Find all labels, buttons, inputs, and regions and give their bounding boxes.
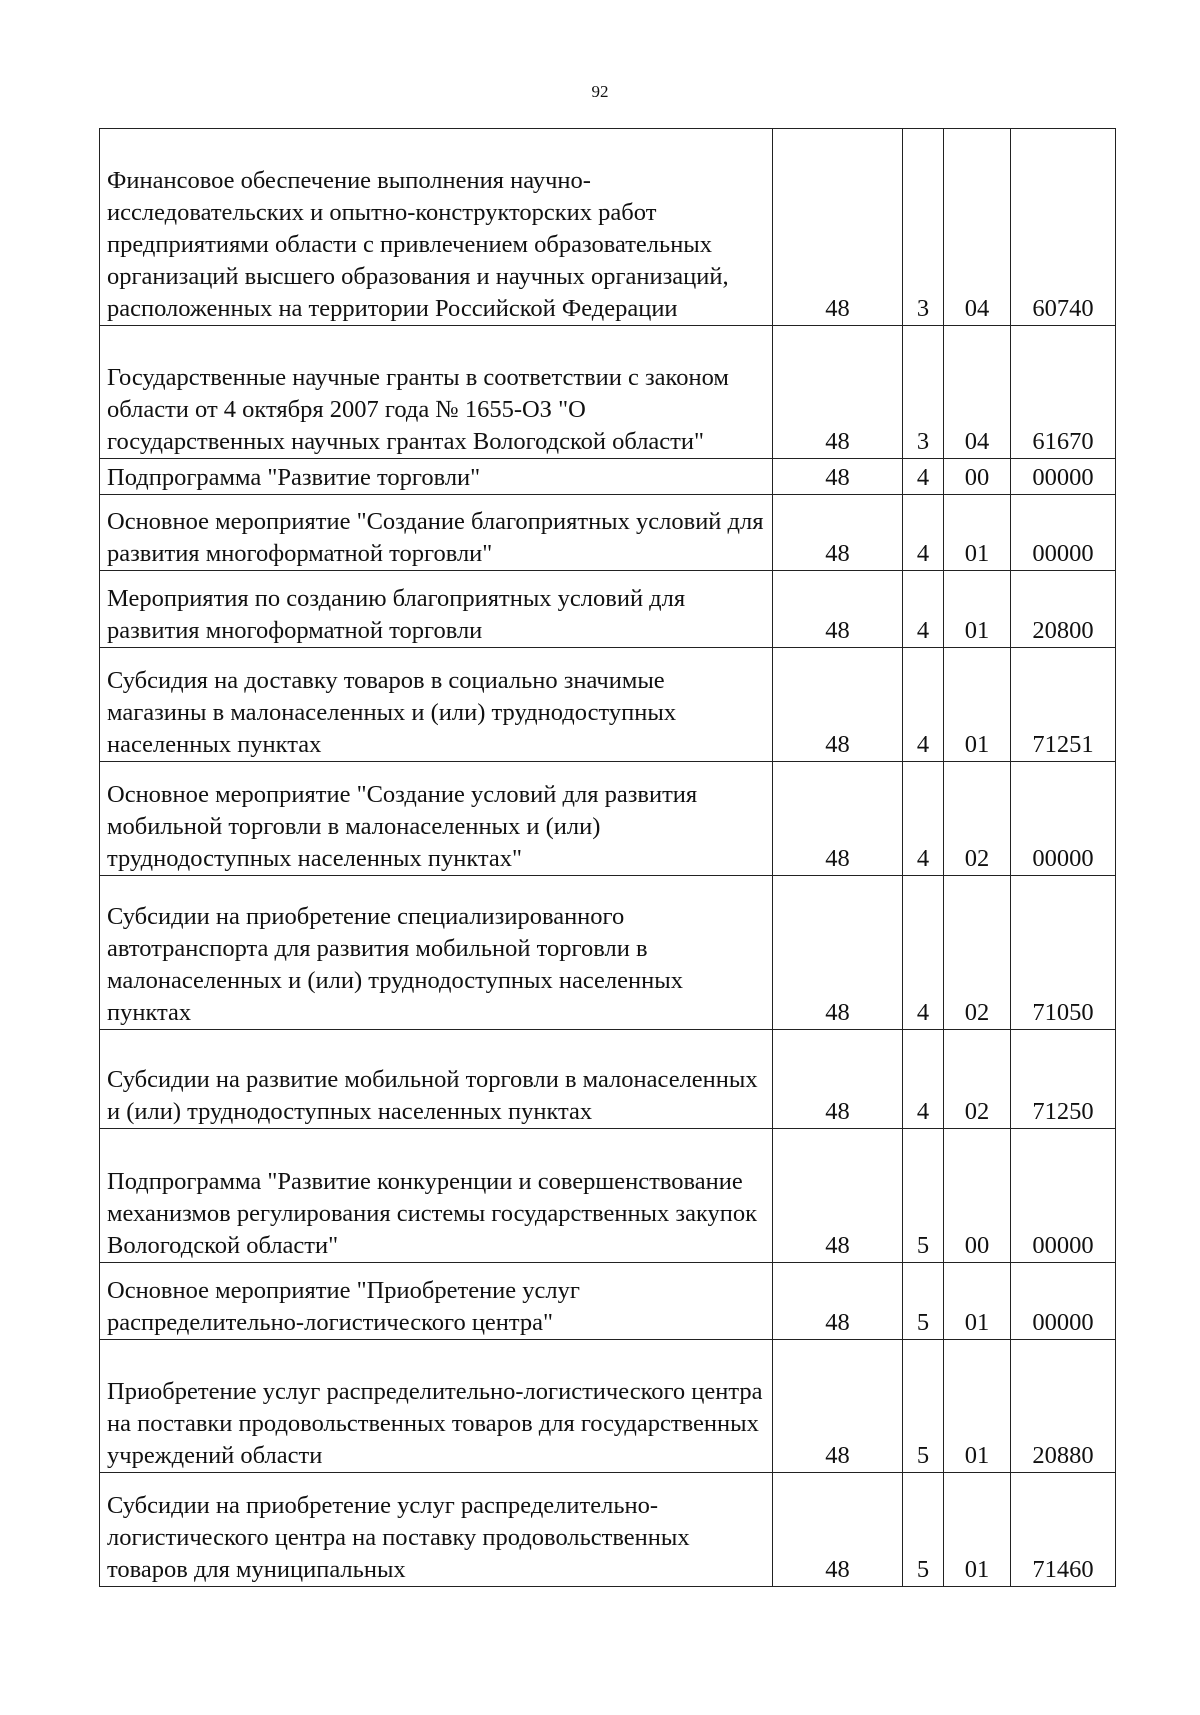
code-cell-3: 00 xyxy=(944,1129,1011,1263)
code-cell-3: 04 xyxy=(944,129,1011,326)
row-name: Субсидия на доставку товаров в социально значимые магазины в малонаселенных и (или) труднодоступных населенных пунктах xyxy=(100,648,773,762)
code-cell-1: 48 xyxy=(773,1263,903,1340)
code-cell-3: 01 xyxy=(944,1340,1011,1473)
code-cell-2: 4 xyxy=(903,1030,944,1129)
code-cell-4: 60740 xyxy=(1011,129,1116,326)
table-row xyxy=(100,1263,1116,1340)
code-cell-4: 00000 xyxy=(1011,762,1116,876)
code-cell-2: 5 xyxy=(903,1129,944,1263)
code-cell-3: 04 xyxy=(944,326,1011,459)
code-cell-2: 3 xyxy=(903,326,944,459)
code-cell-2: 5 xyxy=(903,1263,944,1340)
code-cell-4: 00000 xyxy=(1011,1263,1116,1340)
code-cell-3: 01 xyxy=(944,571,1011,648)
table-row xyxy=(100,876,1116,1030)
code-cell-4: 61670 xyxy=(1011,326,1116,459)
row-name: Основное мероприятие "Приобретение услуг распределительно-логистического центра" xyxy=(100,1263,773,1340)
code-cell-1: 48 xyxy=(773,1473,903,1587)
code-cell-2: 3 xyxy=(903,129,944,326)
code-cell-4: 20800 xyxy=(1011,571,1116,648)
code-cell-1: 48 xyxy=(773,1030,903,1129)
table-row xyxy=(100,762,1116,876)
code-cell-3: 02 xyxy=(944,876,1011,1030)
code-cell-2: 4 xyxy=(903,459,944,495)
code-cell-1: 48 xyxy=(773,129,903,326)
code-cell-4: 00000 xyxy=(1011,459,1116,495)
table-row xyxy=(100,495,1116,571)
code-cell-2: 4 xyxy=(903,648,944,762)
table-row xyxy=(100,648,1116,762)
code-cell-1: 48 xyxy=(773,571,903,648)
table-row xyxy=(100,1129,1116,1263)
table-row xyxy=(100,1340,1116,1473)
code-cell-3: 02 xyxy=(944,762,1011,876)
row-name: Подпрограмма "Развитие конкуренции и совершенствование механизмов регулирования системы государственных закупок Вологодской области" xyxy=(100,1129,773,1263)
table-row xyxy=(100,129,1116,326)
code-cell-2: 4 xyxy=(903,876,944,1030)
row-name: Субсидии на развитие мобильной торговли в малонаселенных и (или) труднодоступных населенных пунктах xyxy=(100,1030,773,1129)
budget-table xyxy=(99,128,1116,1587)
page-number: 92 xyxy=(591,82,609,101)
row-name: Приобретение услуг распределительно-логистического центра на поставки продовольственных товаров для государственных учреждений области xyxy=(100,1340,773,1473)
row-name: Субсидии на приобретение услуг распределительно-логистического центра на поставку продовольственных товаров для муниципальных xyxy=(100,1473,773,1587)
code-cell-4: 71050 xyxy=(1011,876,1116,1030)
code-cell-1: 48 xyxy=(773,876,903,1030)
code-cell-2: 5 xyxy=(903,1340,944,1473)
row-name: Субсидии на приобретение специализированного автотранспорта для развития мобильной торговли в малонаселенных и (или) труднодоступных населенных пунктах xyxy=(100,876,773,1030)
code-cell-1: 48 xyxy=(773,1340,903,1473)
code-cell-2: 4 xyxy=(903,571,944,648)
code-cell-1: 48 xyxy=(773,495,903,571)
code-cell-1: 48 xyxy=(773,326,903,459)
table-row xyxy=(100,326,1116,459)
code-cell-1: 48 xyxy=(773,762,903,876)
code-cell-3: 01 xyxy=(944,1263,1011,1340)
code-cell-3: 01 xyxy=(944,648,1011,762)
row-name: Подпрограмма "Развитие торговли" xyxy=(100,459,773,495)
row-name: Основное мероприятие "Создание благоприятных условий для развития многоформатной торговли" xyxy=(100,495,773,571)
code-cell-3: 02 xyxy=(944,1030,1011,1129)
table-row xyxy=(100,1473,1116,1587)
code-cell-4: 71460 xyxy=(1011,1473,1116,1587)
code-cell-1: 48 xyxy=(773,1129,903,1263)
code-cell-4: 71251 xyxy=(1011,648,1116,762)
code-cell-1: 48 xyxy=(773,459,903,495)
row-name: Финансовое обеспечение выполнения научно-исследовательских и опытно-конструкторских работ предприятиями области с привлечением образовательных организаций высшего образования и научных организаций, расположенных на территории Российской Федерации xyxy=(100,129,773,326)
code-cell-4: 20880 xyxy=(1011,1340,1116,1473)
table-row xyxy=(100,459,1116,495)
code-cell-4: 00000 xyxy=(1011,1129,1116,1263)
row-name: Основное мероприятие "Создание условий для развития мобильной торговли в малонаселенных и (или) труднодоступных населенных пунктах" xyxy=(100,762,773,876)
code-cell-2: 4 xyxy=(903,762,944,876)
code-cell-3: 01 xyxy=(944,1473,1011,1587)
code-cell-4: 71250 xyxy=(1011,1030,1116,1129)
code-cell-3: 01 xyxy=(944,495,1011,571)
code-cell-2: 5 xyxy=(903,1473,944,1587)
code-cell-2: 4 xyxy=(903,495,944,571)
table-row xyxy=(100,571,1116,648)
code-cell-4: 00000 xyxy=(1011,495,1116,571)
row-name: Мероприятия по созданию благоприятных условий для развития многоформатной торговли xyxy=(100,571,773,648)
code-cell-1: 48 xyxy=(773,648,903,762)
code-cell-3: 00 xyxy=(944,459,1011,495)
row-name: Государственные научные гранты в соответствии с законом области от 4 октября 2007 года № 1655-ОЗ "О государственных научных грантах Вологодской области" xyxy=(100,326,773,459)
table-row xyxy=(100,1030,1116,1129)
